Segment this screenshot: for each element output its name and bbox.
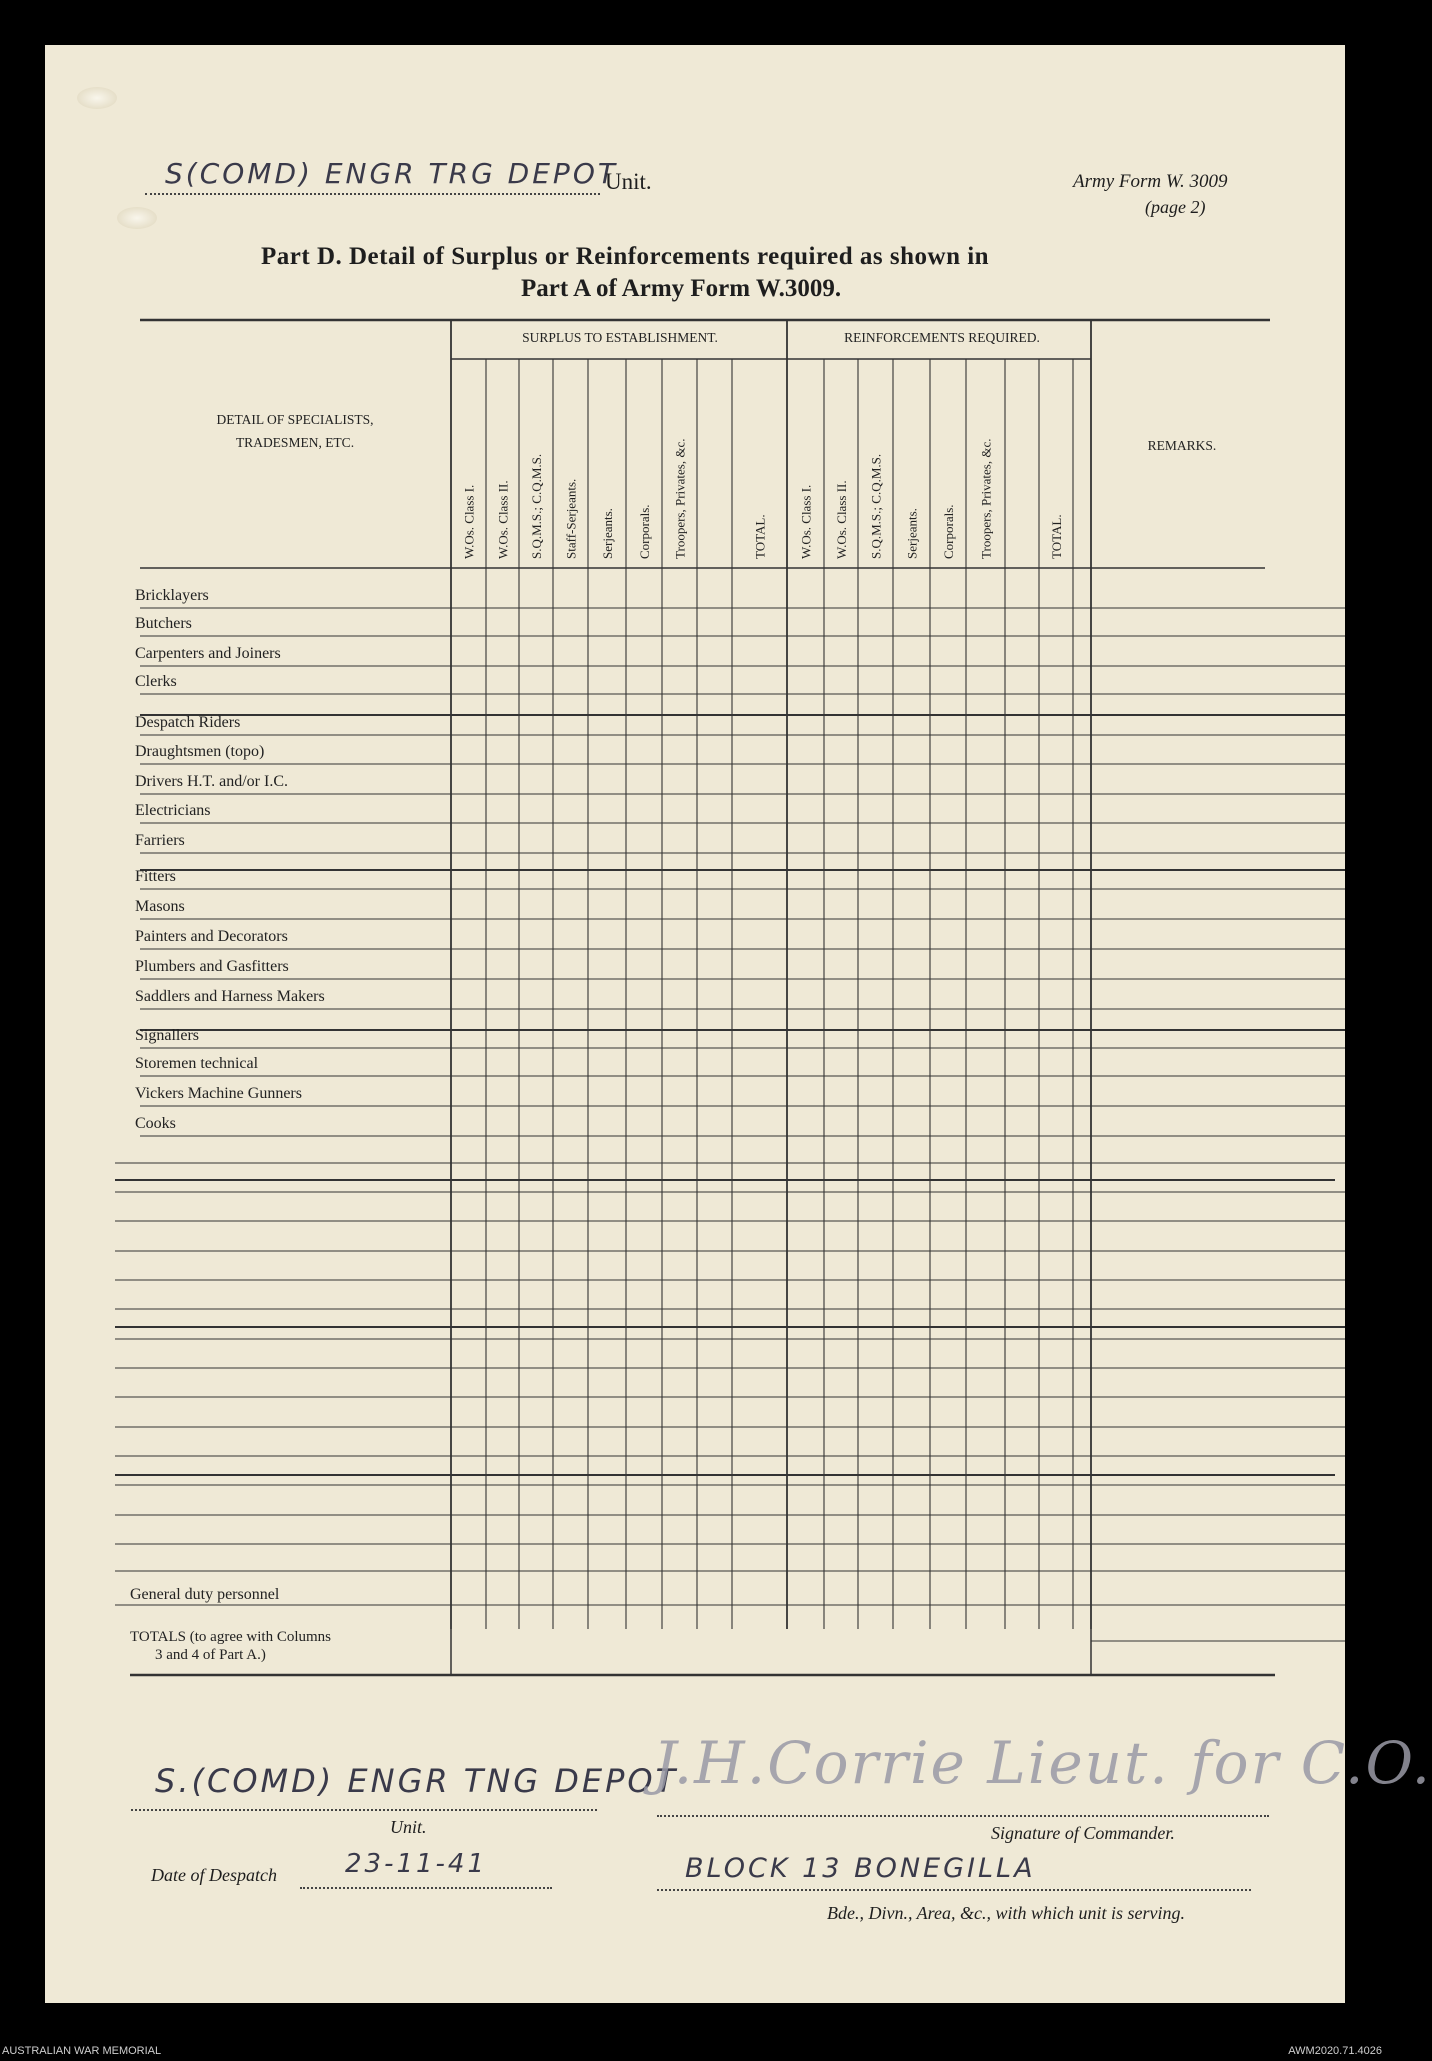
trade-row-label: Bricklayers [135,587,209,604]
archive-caption-left: AUSTRALIAN WAR MEMORIAL [2,2045,162,2057]
form-page: (page 2) [1145,197,1206,217]
trade-row-label: Storemen technical [135,1055,259,1072]
trade-row-label: Fitters [135,868,176,885]
unit-label: Unit. [605,169,652,194]
trade-row-label: Drivers H.T. and/or I.C. [135,773,288,790]
footer-unit-handwritten: S.(COMD) ENGR TNG DEPOT [155,1762,679,1800]
trade-row-label: Masons [135,898,185,915]
surplus-column-header: Troopers, Privates, &c. [672,438,688,559]
reinforcement-column-header: Corporals. [941,504,956,559]
reinforcement-column-header: W.Os. Class I. [798,484,814,559]
reinforcement-column-header: Troopers, Privates, &c. [978,438,994,559]
reinforcements-header: REINFORCEMENTS REQUIRED. [844,330,1040,345]
trade-row-label: Carpenters and Joiners [135,645,281,662]
trade-row-label: Vickers Machine Gunners [135,1085,302,1102]
trade-row-label: Draughtsmen (topo) [135,743,265,760]
trade-row-label: Electricians [135,802,211,819]
table-text-layer [130,330,1216,1663]
surplus-column-header: W.Os. Class II. [495,480,511,559]
location-handwritten: BLOCK 13 BONEGILLA [685,1853,1036,1884]
trade-row-label: Saddlers and Harness Makers [135,988,325,1005]
trade-row-label: Farriers [135,832,185,849]
unit-handwritten: S(COMD) ENGR TRG DEPOT [165,157,618,190]
reinforcement-column-header: S.Q.M.S.; C.Q.M.S. [868,453,884,559]
general-duty-label: General duty personnel [130,1586,280,1603]
trade-row-label: Butchers [135,615,192,632]
date-dotted-line [300,1887,552,1889]
footer-unit-dotted-line [131,1809,597,1811]
detail-header-line1: DETAIL OF SPECIALISTS, [216,412,374,427]
surplus-column-header: Staff-Serjeants. [563,478,579,559]
trade-row-label: Despatch Riders [135,714,241,731]
totals-label: TOTALS (to agree with Columns [130,1629,331,1645]
trade-row-label: Clerks [135,673,177,690]
trade-row-label: Painters and Decorators [135,928,288,945]
archive-caption-right: AWM2020.71.4026 [1288,2045,1382,2057]
surplus-header: SURPLUS TO ESTABLISHMENT. [522,330,718,345]
location-dotted-line [657,1889,1251,1891]
totals-label: 3 and 4 of Part A.) [155,1647,266,1663]
reinforcement-column-header: W.Os. Class II. [834,480,849,559]
reinforcement-column-header: TOTAL. [1049,514,1064,559]
signature-label: Signature of Commander. [991,1823,1175,1843]
part-title-line2: Part A of Army Form W.3009. [521,275,842,302]
part-title-line1: Part D. Detail of Surplus or Reinforcements required as shown in [261,243,990,270]
surplus-column-header: TOTAL. [752,514,768,559]
trade-row-label: Cooks [135,1115,176,1132]
signature-dotted-line [657,1815,1269,1817]
establishment-table [45,45,1345,1695]
location-label: Bde., Divn., Area, &c., with which unit is serving. [827,1903,1185,1923]
surplus-column-header: W.Os. Class I. [461,484,477,559]
date-handwritten: 23-11-41 [345,1849,488,1879]
trade-row-label: Signallers [135,1027,199,1044]
detail-header-line2: TRADESMEN, ETC. [235,435,355,450]
surplus-column-header: S.Q.M.S.; C.Q.M.S. [529,453,544,559]
remarks-header: REMARKS. [1147,438,1217,453]
surplus-column-header: Corporals. [637,504,652,559]
surplus-column-header: Serjeants. [600,508,615,559]
form-title: Army Form W. 3009 [1073,171,1228,192]
form-page [45,45,1432,2003]
trade-row-label: Plumbers and Gasfitters [135,958,289,975]
reinforcement-column-header: Serjeants. [904,508,920,559]
commander-signature: J.H.Corrie Lieut. for C.O. [653,1729,1432,1797]
footer-unit-label: Unit. [390,1817,427,1837]
date-label: Date of Despatch [151,1865,277,1885]
